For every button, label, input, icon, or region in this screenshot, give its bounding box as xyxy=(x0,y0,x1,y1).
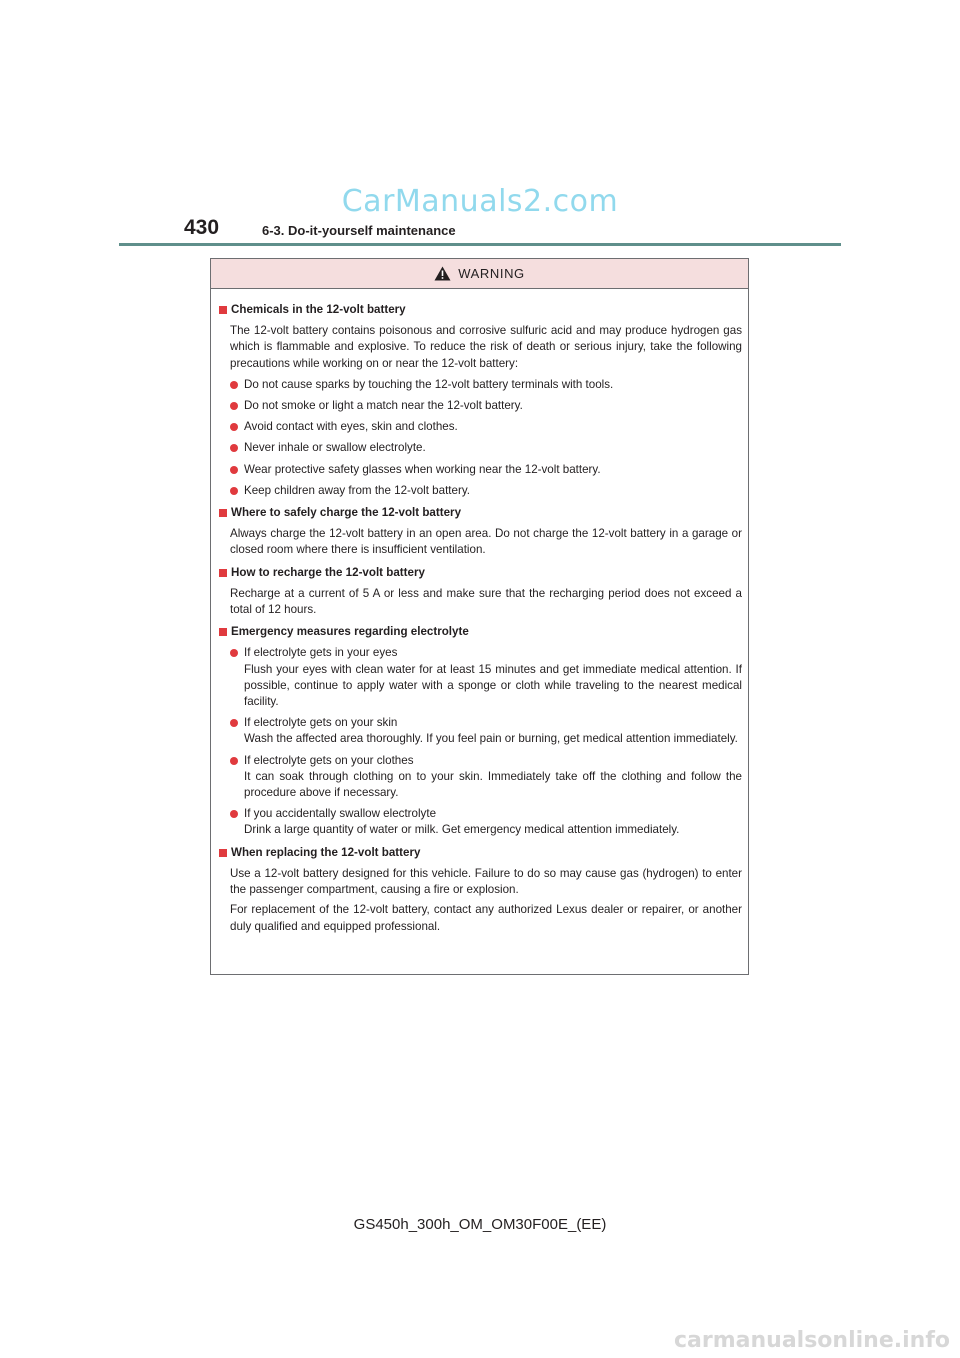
bullet-title: If you accidentally swallow electrolyte xyxy=(244,807,437,821)
red-dot-bullet-icon xyxy=(230,402,238,410)
watermark-top: CarManuals2.com xyxy=(341,184,619,219)
bullet-title: If electrolyte gets on your skin xyxy=(244,716,398,730)
document-code: GS450h_300h_OM_OM30F00E_(EE) xyxy=(353,1216,607,1233)
paragraph: Always charge the 12-volt battery in an open area. Do not charge the 12-volt battery in a garage or closed room where there is insufficient ventilation. xyxy=(230,527,742,557)
bullet-content xyxy=(244,806,742,838)
red-dot-bullet-icon xyxy=(230,487,238,495)
bullet-item xyxy=(219,398,742,414)
bullet-content: Avoid contact with eyes, skin and clothes. xyxy=(244,420,458,434)
section-heading-text: Chemicals in the 12-volt battery xyxy=(231,303,406,316)
section-heading-text: Emergency measures regarding electrolyte xyxy=(231,625,469,639)
bullet-content: Keep children away from the 12-volt battery. xyxy=(244,483,470,497)
red-square-bullet-icon xyxy=(219,849,227,857)
bullet-text: Wash the affected area thoroughly. If you feel pain or burning, get medical attention immediately. xyxy=(244,732,738,746)
paragraph: Recharge at a current of 5 A or less and make sure that the recharging period does not exceed a total of 12 hours. xyxy=(230,586,742,617)
paragraph: For replacement of the 12-volt battery, contact any authorized Lexus dealer or repairer, or another duly qualified and equipped professional. xyxy=(230,903,742,933)
red-dot-bullet-icon xyxy=(230,719,238,727)
bullet-text: Drink a large quantity of water or milk. Get emergency medical attention immediately. xyxy=(244,823,680,837)
section-heading xyxy=(219,845,742,861)
red-dot-bullet-icon xyxy=(230,381,238,389)
red-dot-bullet-icon xyxy=(230,649,238,657)
bullet-item xyxy=(219,377,742,393)
bullet-title: If electrolyte gets in your eyes xyxy=(244,646,398,660)
red-square-bullet-icon xyxy=(219,306,227,314)
bullet-content: Never inhale or swallow electrolyte. xyxy=(244,441,426,455)
red-square-bullet-icon xyxy=(219,569,227,577)
bullet-item xyxy=(219,645,742,710)
section-title: 6-3. Do-it-yourself maintenance xyxy=(262,223,456,238)
bullet-title: If electrolyte gets on your clothes xyxy=(244,753,414,767)
bullet-content: Do not smoke or light a match near the 12-volt battery. xyxy=(244,399,523,413)
section-heading xyxy=(219,565,742,581)
red-dot-bullet-icon xyxy=(230,423,238,431)
bullet-item xyxy=(219,440,742,456)
red-dot-bullet-icon xyxy=(230,444,238,452)
bullet-content xyxy=(244,645,742,710)
warning-header xyxy=(211,259,748,289)
paragraph: Use a 12-volt battery designed for this vehicle. Failure to do so may cause gas (hydrogen) to enter the passenger compartment, causing a fire or explosion. xyxy=(230,866,742,897)
page-number: 430 xyxy=(184,216,220,239)
bullet-content: Do not cause sparks by touching the 12-volt battery terminals with tools. xyxy=(244,377,614,391)
bullet-content xyxy=(244,715,742,747)
section-heading xyxy=(219,302,742,318)
bullet-content xyxy=(244,753,742,802)
red-dot-bullet-icon xyxy=(230,757,238,765)
bullet-item xyxy=(219,806,742,838)
paragraph: The 12-volt battery contains poisonous and corrosive sulfuric acid and may produce hydrogen gas which is flammable and explosive. To reduce the risk of death or serious injury, take the following precautions while working on or near the 12-volt battery: xyxy=(230,324,742,370)
red-dot-bullet-icon xyxy=(230,466,238,474)
warning-title: WARNING xyxy=(458,266,525,281)
bullet-item xyxy=(219,715,742,747)
section-heading xyxy=(219,624,742,640)
section-heading-text: How to recharge the 12-volt battery xyxy=(231,565,425,579)
section-heading-text: When replacing the 12-volt battery xyxy=(231,845,421,859)
watermark-bottom: carmanualsonline.info xyxy=(674,1328,950,1353)
warning-box xyxy=(210,258,749,975)
bullet-text: Flush your eyes with clean water for at least 15 minutes and get immediate medical attention. If possible, continue to apply water with a sponge or cloth while traveling to the nearest medical facility. xyxy=(244,662,742,709)
header-rule xyxy=(119,243,841,246)
bullet-item xyxy=(219,462,742,478)
section-heading xyxy=(219,505,742,521)
red-square-bullet-icon xyxy=(219,628,227,636)
bullet-item xyxy=(219,419,742,435)
warning-triangle-icon xyxy=(434,266,451,281)
section-heading-text: Where to safely charge the 12-volt battery xyxy=(231,506,462,520)
warning-body xyxy=(211,289,748,935)
bullet-text: It can soak through clothing on to your skin. Immediately take off the clothing and follow the procedure above if necessary. xyxy=(244,769,742,800)
red-dot-bullet-icon xyxy=(230,810,238,818)
bullet-item xyxy=(219,483,742,499)
bullet-content: Wear protective safety glasses when working near the 12-volt battery. xyxy=(244,462,601,476)
bullet-item xyxy=(219,753,742,802)
red-square-bullet-icon xyxy=(219,509,227,517)
